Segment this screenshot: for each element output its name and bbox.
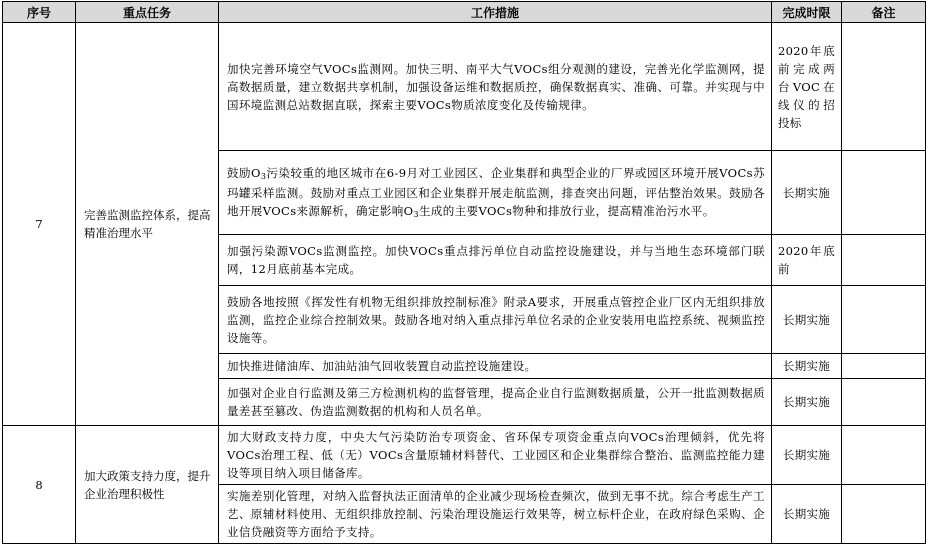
deadline: 长期实施 [772,485,842,544]
work-measure: 加强对企业自行监测及第三方检测机构的监督管理，提高企业自行监测数据质量，公开一批监测数据质量差甚至篡改、伪造监测数据的机构和人员名单。 [219,379,772,426]
work-measure: 加快完善环境空气VOCs监测网。加快三明、南平大气VOCs组分观测的建设，完善光化学监测网，提高数据质量，建立数据共享机制，加强设备运维和数据质控，确保数据真实、准确、可靠。并实现与中国环境监测总站数据直联，探索主要VOCs物质浓度变化及传输规律。 [219,23,772,151]
header-row [3,2,926,23]
deadline: 2020年底前 [772,235,842,286]
work-measure: 鼓励各地按照《挥发性有机物无组织排放控制标准》附录A要求，开展重点管控企业厂区内无组织排放监测，监控企业综合控制效果。鼓励各地对纳入重点排污单位名录的企业安装用电监控系统、视频监控设施等。 [219,286,772,354]
table-row [3,426,926,485]
header-measure: 工作措施 [219,2,772,23]
deadline: 长期实施 [772,379,842,426]
row-number: 7 [3,23,76,426]
note [842,485,926,544]
deadline: 长期实施 [772,286,842,354]
header-no: 序号 [3,2,76,23]
work-measure: 加大财政支持力度，中央大气污染防治专项资金、省环保专项资金重点向VOCs治理倾斜，优先将VOCs治理工程、低（无）VOCs含量原辅材料替代、工业园区和企业集群综合整治、监测监控能力建设等项目纳入项目储备库。 [219,426,772,485]
work-measure: 加快推进储油库、加油站油气回收装置自动监控设施建设。 [219,354,772,379]
note [842,426,926,485]
deadline: 2020年底前完成两台VOC在线仪的招投标 [772,23,842,151]
note [842,23,926,151]
note [842,151,926,235]
deadline: 长期实施 [772,354,842,379]
header-time: 完成时限 [772,2,842,23]
note [842,379,926,426]
header-task: 重点任务 [76,2,219,23]
key-task: 完善监测监控体系，提高精准治理水平 [76,23,219,426]
table-row [3,23,926,151]
header-note: 备注 [842,2,926,23]
note [842,354,926,379]
work-measure: 鼓励O3污染较重的地区城市在6-9月对工业园区、企业集群和典型企业的厂界或园区环境开展VOCs苏玛罐采样监测。鼓励对重点工业园区和企业集群开展走航监测，排查突出问题，评估整治效果。鼓励各地开展VOCs来源解析，确定影响O3生成的主要VOCs物种和排放行业，提高精准治污水平。 [219,151,772,235]
work-measure: 实施差别化管理，对纳入监督执法正面清单的企业减少现场检查频次，做到无事不扰。综合考虑生产工艺、原辅材料使用、无组织排放控制、污染治理设施运行效果等，树立标杆企业，在政府绿色采购、企业信贷融资等方面给予支持。 [219,485,772,544]
deadline: 长期实施 [772,151,842,235]
note [842,286,926,354]
note [842,235,926,286]
key-task: 加大政策支持力度，提升企业治理积极性 [76,426,219,544]
measures-table [2,1,926,544]
row-number: 8 [3,426,76,544]
work-measure: 加强污染源VOCs监测监控。加快VOCs重点排污单位自动监控设施建设，并与当地生态环境部门联网，12月底前基本完成。 [219,235,772,286]
deadline: 长期实施 [772,426,842,485]
